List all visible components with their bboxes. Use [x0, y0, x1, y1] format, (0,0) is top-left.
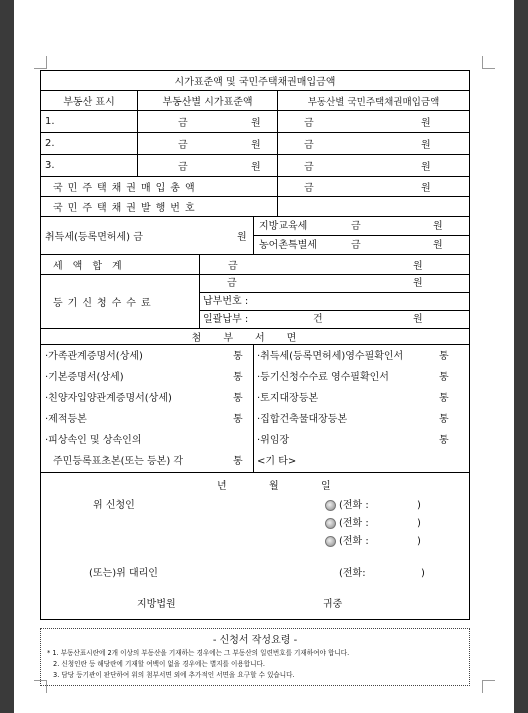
local-edu-tax-won: 원	[433, 221, 443, 232]
attachment-left-label: ·친양자입양관계증명서(상세)	[45, 393, 172, 404]
court-label: 지방법원	[137, 599, 176, 610]
row-number: 1.	[45, 116, 55, 127]
seal-icon	[325, 500, 336, 513]
row-geum: 금	[137, 155, 277, 176]
attachment-right-label: ·취득세(등록면허세)영수필확인서	[257, 351, 404, 362]
rural-tax-geum: 금	[351, 240, 361, 251]
row-won: 원	[251, 140, 261, 151]
applicant-label: 위 신청인	[93, 500, 135, 511]
lump-payment-won: 원	[413, 314, 423, 325]
lump-payment-unit: 건	[313, 314, 323, 325]
attachment-right-label: <기 타>	[257, 456, 297, 467]
attachment-left-label: ·피상속인 및 상속인의	[45, 435, 142, 446]
attachment-left-label: 주민등록표초본(또는 등본) 각	[53, 456, 184, 467]
row-geum: 금	[137, 133, 277, 154]
row-number: 3.	[45, 160, 55, 171]
bond-number-label: 국민주택채권발행번호	[53, 203, 200, 214]
attachment-right-unit: 통	[439, 351, 449, 362]
registration-fee-row	[41, 275, 469, 329]
tax-total-won: 원	[413, 261, 423, 272]
application-form	[40, 70, 470, 620]
attachments-block	[41, 345, 469, 473]
bond-total-geum: 금	[277, 177, 471, 196]
row-geum2: 금	[277, 155, 471, 176]
attachments-title-row	[41, 329, 469, 345]
phone-close: )	[417, 518, 421, 529]
form-title: 시가표준액 및 국민주택채권매입금액	[174, 77, 336, 88]
row-won: 원	[251, 162, 261, 173]
acquisition-tax-label: 취득세(등록면허세) 금	[45, 232, 143, 243]
guide-line: 2. 신청인란 등 해당란에 기재할 여백이 없을 경우에는 별지를 이용합니다.	[53, 660, 265, 668]
crop-mark-top-right	[482, 56, 495, 69]
office-label: 귀중	[323, 599, 343, 610]
registration-fee-geum: 금	[227, 278, 237, 289]
guide-line: * 1. 부동산표시란에 2개 이상의 부동산을 기재하는 경우에는 그 부동산의 일련번호를 기재하여야 합니다.	[47, 649, 350, 657]
attachment-right-label: ·등기신청수수료 영수필확인서	[257, 372, 389, 383]
payment-number-label: 납부번호 :	[203, 296, 249, 307]
seal-icon	[325, 518, 336, 531]
agent-label: (또는)위 대리인	[89, 568, 158, 579]
form-title-row	[41, 71, 469, 91]
agent-phone-close: )	[421, 568, 425, 579]
bond-total-label: 국민주택채권매입총액	[53, 183, 200, 194]
phone-close: )	[417, 536, 421, 547]
crop-mark-bottom-right	[482, 680, 495, 693]
agent-phone-label: (전화:	[339, 568, 366, 579]
guide-title: - 신청서 작성요령 -	[212, 635, 298, 646]
header-property: 부동산 표시	[63, 97, 115, 108]
phone-label: (전화 :	[339, 518, 369, 529]
bond-total-won: 원	[421, 183, 431, 194]
signature-block	[41, 473, 469, 619]
phone-label: (전화 :	[339, 500, 369, 511]
tax-total-geum: 금	[199, 255, 469, 274]
attachment-right-label: ·집합건축물대장등본	[257, 414, 348, 425]
table-row	[41, 133, 469, 155]
bond-total-row	[41, 177, 469, 197]
attachment-left-unit: 통	[233, 393, 243, 404]
attachment-left-unit: 통	[233, 351, 243, 362]
date-year: 년	[217, 481, 227, 492]
attachments-title: 첨부서면	[191, 333, 319, 344]
rural-tax-won: 원	[433, 240, 443, 251]
row-geum: 금	[137, 111, 277, 132]
table-row	[41, 155, 469, 177]
phone-close: )	[417, 500, 421, 511]
attachment-left-label: ·제적등본	[45, 414, 87, 425]
crop-mark-top-left	[34, 56, 47, 69]
attachment-left-unit: 통	[233, 372, 243, 383]
local-edu-tax-label: 지방교육세	[259, 221, 308, 232]
attachment-left-unit: 통	[233, 456, 243, 467]
header-standard-value: 부동산별 시가표준액	[137, 91, 277, 110]
date-day: 일	[321, 481, 331, 492]
attachment-right-unit: 통	[439, 393, 449, 404]
acquisition-tax-won: 원	[237, 232, 247, 243]
table-header-row	[41, 91, 469, 111]
attachment-right-unit: 통	[439, 372, 449, 383]
attachment-left-unit: 통	[233, 414, 243, 425]
lump-payment-label: 일괄납부 :	[203, 314, 249, 325]
attachment-left-label: ·가족관계증명서(상세)	[45, 351, 143, 362]
attachment-right-label: ·토지대장등본	[257, 393, 319, 404]
row-geum2: 금	[277, 111, 471, 132]
attachment-left-label: ·기본증명서(상세)	[45, 372, 124, 383]
registration-fee-label: 등기신청수수료	[53, 298, 156, 309]
header-bond-amount: 부동산별 국민주택채권매입금액	[277, 91, 469, 110]
attachment-right-label: ·위임장	[257, 435, 290, 446]
registration-fee-won: 원	[413, 278, 423, 289]
seal-icon	[325, 536, 336, 549]
row-won2: 원	[421, 162, 431, 173]
filling-guide-box	[40, 628, 470, 686]
row-won2: 원	[421, 140, 431, 151]
attachment-right-unit: 통	[439, 414, 449, 425]
attachment-right-unit: 통	[439, 435, 449, 446]
row-won: 원	[251, 118, 261, 129]
table-row	[41, 111, 469, 133]
date-month: 월	[269, 481, 279, 492]
guide-line: 3. 담당 등기관이 판단하여 위의 첨부서면 외에 추가적인 서면을 요구할 수 있습니다.	[53, 671, 295, 679]
phone-label: (전화 :	[339, 536, 369, 547]
bond-number-value	[277, 197, 469, 216]
row-geum2: 금	[277, 133, 471, 154]
acquisition-tax-row	[41, 217, 469, 255]
tax-total-label: 세액합계	[53, 261, 132, 272]
bond-number-row	[41, 197, 469, 217]
row-number: 2.	[45, 138, 55, 149]
local-edu-tax-geum: 금	[351, 221, 361, 232]
rural-tax-label: 농어촌특별세	[259, 240, 317, 251]
row-won2: 원	[421, 118, 431, 129]
tax-total-row	[41, 255, 469, 275]
